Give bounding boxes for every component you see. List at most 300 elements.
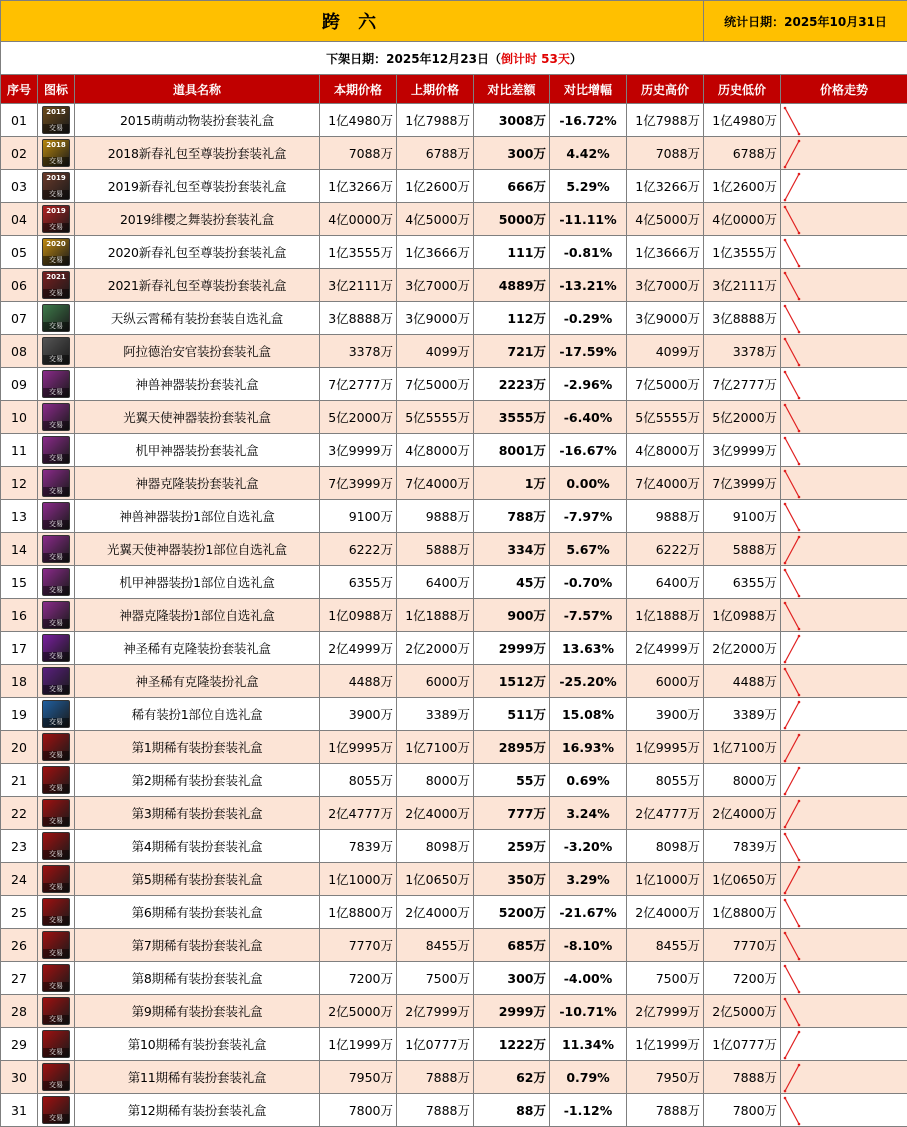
history-low: 7200万: [704, 962, 781, 995]
price-diff: 8001万: [474, 434, 550, 467]
box-rare-1-icon: [42, 733, 70, 761]
box-2019-icon: [42, 172, 70, 200]
history-high: 9888万: [627, 500, 704, 533]
history-low: 2亿5000万: [704, 995, 781, 1028]
row-index: 13: [1, 500, 38, 533]
price-change-pct: -3.20%: [550, 830, 627, 863]
trend-line: [785, 966, 799, 992]
history-low: 3亿9999万: [704, 434, 781, 467]
history-low: 1亿0988万: [704, 599, 781, 632]
current-price: 1亿4980万: [320, 104, 397, 137]
trend-line: [785, 900, 799, 926]
previous-price: 7888万: [397, 1094, 474, 1127]
price-diff: 2999万: [474, 632, 550, 665]
current-price: 7200万: [320, 962, 397, 995]
row-index: 12: [1, 467, 38, 500]
price-change-pct: -16.72%: [550, 104, 627, 137]
trend-line: [785, 1065, 799, 1091]
box-rare-9-icon: [42, 997, 70, 1025]
trend-line: [785, 1032, 799, 1058]
price-change-pct: -0.70%: [550, 566, 627, 599]
table-row: [1, 203, 907, 236]
item-icon-cell: [38, 698, 75, 731]
box-rare-6-icon: [42, 898, 70, 926]
trend-point-previous: [784, 568, 787, 571]
row-index: 08: [1, 335, 38, 368]
item-name: 第3期稀有装扮套装礼盒: [75, 797, 320, 830]
item-icon-cell: [38, 863, 75, 896]
row-index: 14: [1, 533, 38, 566]
history-high: 2亿7999万: [627, 995, 704, 1028]
item-icon-cell: [38, 764, 75, 797]
price-trend-sparkline: [781, 434, 907, 467]
current-price: 7839万: [320, 830, 397, 863]
icon-trade-tag: 交易: [43, 388, 69, 397]
trend-point-previous: [784, 205, 787, 208]
icon-year-label: 2021: [46, 273, 66, 281]
current-price: 1亿3266万: [320, 170, 397, 203]
current-price: 4488万: [320, 665, 397, 698]
current-price: 8055万: [320, 764, 397, 797]
history-low: 1亿7100万: [704, 731, 781, 764]
previous-price: 2亿4000万: [397, 797, 474, 830]
box-guangyi-part-icon: [42, 535, 70, 563]
trend-point-current: [798, 528, 801, 531]
item-icon-cell: [38, 995, 75, 1028]
price-change-pct: 3.24%: [550, 797, 627, 830]
item-name: 2019新春礼包至尊装扮套装礼盒: [75, 170, 320, 203]
price-trend-sparkline: [781, 170, 907, 203]
history-low: 7亿2777万: [704, 368, 781, 401]
price-trend-sparkline: [781, 863, 907, 896]
price-diff: 350万: [474, 863, 550, 896]
history-high: 7500万: [627, 962, 704, 995]
icon-trade-tag: 交易: [43, 256, 69, 265]
current-price: 2亿5000万: [320, 995, 397, 1028]
price-trend-sparkline: [781, 368, 907, 401]
history-high: 3900万: [627, 698, 704, 731]
previous-price: 6400万: [397, 566, 474, 599]
icon-year-label: 2019: [46, 174, 66, 182]
previous-price: 7888万: [397, 1061, 474, 1094]
price-diff: 777万: [474, 797, 550, 830]
price-diff: 2895万: [474, 731, 550, 764]
trend-point-previous: [784, 997, 787, 1000]
row-index: 23: [1, 830, 38, 863]
price-diff: 3555万: [474, 401, 550, 434]
item-icon-cell: [38, 533, 75, 566]
box-rare-12-icon: [42, 1096, 70, 1124]
row-index: 21: [1, 764, 38, 797]
trend-point-current: [798, 799, 801, 802]
trend-line: [785, 438, 799, 464]
price-trend-sparkline: [781, 764, 907, 797]
icon-trade-tag: 交易: [43, 487, 69, 496]
history-low: 5亿2000万: [704, 401, 781, 434]
price-change-pct: -7.57%: [550, 599, 627, 632]
table-row: [1, 401, 907, 434]
price-diff: 3008万: [474, 104, 550, 137]
price-trend-sparkline: [781, 962, 907, 995]
row-index: 31: [1, 1094, 38, 1127]
history-low: 1亿0650万: [704, 863, 781, 896]
history-low: 7亿3999万: [704, 467, 781, 500]
trend-point-current: [798, 766, 801, 769]
box-2021-icon: [42, 271, 70, 299]
table-row: [1, 797, 907, 830]
icon-trade-tag: 交易: [43, 223, 69, 232]
table-row: [1, 764, 907, 797]
box-2018-icon: [42, 139, 70, 167]
item-name: 机甲神器装扮套装礼盒: [75, 434, 320, 467]
table-row: [1, 962, 907, 995]
item-icon-cell: [38, 401, 75, 434]
item-icon-cell: [38, 203, 75, 236]
current-price: 1亿0988万: [320, 599, 397, 632]
trend-point-previous: [784, 370, 787, 373]
col-header-diff: 对比差额: [474, 75, 550, 104]
icon-trade-tag: 交易: [43, 1015, 69, 1024]
current-price: 2亿4777万: [320, 797, 397, 830]
price-trend-sparkline: [781, 401, 907, 434]
trend-point-current: [798, 924, 801, 927]
trend-line: [785, 141, 799, 167]
box-shensheng-kelong-icon: [42, 667, 70, 695]
price-trend-sparkline: [781, 929, 907, 962]
current-price: 4亿0000万: [320, 203, 397, 236]
item-name: 光翼天使神器装扮1部位自选礼盒: [75, 533, 320, 566]
col-header-pct: 对比增幅: [550, 75, 627, 104]
trend-line: [785, 735, 799, 761]
previous-price: 3亿7000万: [397, 269, 474, 302]
price-trend-sparkline: [781, 500, 907, 533]
price-change-pct: -25.20%: [550, 665, 627, 698]
item-name: 2020新春礼包至尊装扮套装礼盒: [75, 236, 320, 269]
previous-price: 1亿1888万: [397, 599, 474, 632]
trend-point-current: [798, 231, 801, 234]
price-change-pct: -4.00%: [550, 962, 627, 995]
icon-year-label: 2018: [46, 141, 66, 149]
table-row: [1, 104, 907, 137]
price-trend-sparkline: [781, 1094, 907, 1127]
box-aladdin-icon: [42, 337, 70, 365]
icon-trade-tag: 交易: [43, 619, 69, 628]
icon-trade-tag: 交易: [43, 949, 69, 958]
box-rare-2-icon: [42, 766, 70, 794]
trend-line: [785, 1098, 799, 1124]
history-high: 1亿9995万: [627, 731, 704, 764]
price-change-pct: -0.81%: [550, 236, 627, 269]
history-low: 6355万: [704, 566, 781, 599]
price-trend-sparkline: [781, 995, 907, 1028]
icon-trade-tag: 交易: [43, 355, 69, 364]
table-row: [1, 467, 907, 500]
item-name: 神圣稀有克隆装扮礼盒: [75, 665, 320, 698]
box-kelong-part-icon: [42, 601, 70, 629]
trend-point-current: [798, 700, 801, 703]
table-row: [1, 896, 907, 929]
history-low: 2亿4000万: [704, 797, 781, 830]
icon-trade-tag: 交易: [43, 1114, 69, 1123]
table-row: [1, 368, 907, 401]
box-rare-7-icon: [42, 931, 70, 959]
row-index: 25: [1, 896, 38, 929]
history-high: 1亿1000万: [627, 863, 704, 896]
trend-point-previous: [784, 832, 787, 835]
previous-price: 7亿5000万: [397, 368, 474, 401]
price-diff: 1512万: [474, 665, 550, 698]
trend-point-current: [798, 733, 801, 736]
price-trend-sparkline: [781, 1028, 907, 1061]
trend-line: [785, 933, 799, 959]
price-trend-sparkline: [781, 203, 907, 236]
trend-point-current: [798, 865, 801, 868]
price-change-pct: -6.40%: [550, 401, 627, 434]
table-row: [1, 170, 907, 203]
trend-point-current: [798, 132, 801, 135]
price-diff: 5200万: [474, 896, 550, 929]
item-name: 第1期稀有装扮套装礼盒: [75, 731, 320, 764]
current-price: 1亿8800万: [320, 896, 397, 929]
item-name: 第5期稀有装扮套装礼盒: [75, 863, 320, 896]
item-icon-cell: [38, 1028, 75, 1061]
history-high: 2亿4777万: [627, 797, 704, 830]
previous-price: 3389万: [397, 698, 474, 731]
trend-point-previous: [784, 667, 787, 670]
trend-line: [785, 801, 799, 827]
trend-point-previous: [784, 825, 787, 828]
price-change-pct: 15.08%: [550, 698, 627, 731]
previous-price: 1亿3666万: [397, 236, 474, 269]
price-change-pct: -21.67%: [550, 896, 627, 929]
price-trend-sparkline: [781, 665, 907, 698]
current-price: 1亿1999万: [320, 1028, 397, 1061]
row-index: 29: [1, 1028, 38, 1061]
current-price: 7800万: [320, 1094, 397, 1127]
item-name: 2021新春礼包至尊装扮套装礼盒: [75, 269, 320, 302]
price-diff: 1万: [474, 467, 550, 500]
trend-line: [785, 537, 799, 563]
icon-trade-tag: 交易: [43, 817, 69, 826]
table-row: [1, 500, 907, 533]
col-header-icon: 图标: [38, 75, 75, 104]
price-diff: 1222万: [474, 1028, 550, 1061]
price-trend-sparkline: [781, 104, 907, 137]
trend-point-current: [798, 172, 801, 175]
trend-point-previous: [784, 198, 787, 201]
item-name: 第10期稀有装扮套装礼盒: [75, 1028, 320, 1061]
current-price: 6222万: [320, 533, 397, 566]
box-shenshou-icon: [42, 370, 70, 398]
current-price: 3亿9999万: [320, 434, 397, 467]
item-name: 第4期稀有装扮套装礼盒: [75, 830, 320, 863]
icon-trade-tag: 交易: [43, 1048, 69, 1057]
item-name: 神圣稀有克隆装扮套装礼盒: [75, 632, 320, 665]
trend-line: [785, 471, 799, 497]
price-change-pct: 4.42%: [550, 137, 627, 170]
row-index: 01: [1, 104, 38, 137]
item-icon-cell: [38, 599, 75, 632]
price-trend-sparkline: [781, 698, 907, 731]
table-row: [1, 566, 907, 599]
price-change-pct: -13.21%: [550, 269, 627, 302]
trend-point-previous: [784, 436, 787, 439]
price-diff: 111万: [474, 236, 550, 269]
item-icon-cell: [38, 500, 75, 533]
icon-trade-tag: 交易: [43, 454, 69, 463]
box-kelong-icon: [42, 469, 70, 497]
price-change-pct: 0.79%: [550, 1061, 627, 1094]
history-low: 4488万: [704, 665, 781, 698]
row-index: 17: [1, 632, 38, 665]
row-index: 10: [1, 401, 38, 434]
trend-point-previous: [784, 1056, 787, 1059]
price-diff: 2223万: [474, 368, 550, 401]
price-diff: 721万: [474, 335, 550, 368]
trend-line: [785, 768, 799, 794]
item-icon-cell: [38, 962, 75, 995]
history-high: 6000万: [627, 665, 704, 698]
row-index: 27: [1, 962, 38, 995]
icon-trade-tag: 交易: [43, 586, 69, 595]
history-high: 2亿4999万: [627, 632, 704, 665]
delist-prefix: 下架日期：2025年12月23日（: [326, 51, 501, 66]
price-change-pct: 13.63%: [550, 632, 627, 665]
icon-trade-tag: 交易: [43, 850, 69, 859]
history-high: 7亿5000万: [627, 368, 704, 401]
trend-point-previous: [784, 891, 787, 894]
history-low: 7800万: [704, 1094, 781, 1127]
item-icon-cell: [38, 236, 75, 269]
trend-point-current: [798, 264, 801, 267]
item-icon-cell: [38, 368, 75, 401]
item-icon-cell: [38, 302, 75, 335]
icon-trade-tag: 交易: [43, 190, 69, 199]
table-row: [1, 599, 907, 632]
trend-point-current: [798, 297, 801, 300]
item-icon-cell: [38, 434, 75, 467]
trend-point-current: [798, 535, 801, 538]
current-price: 7亿3999万: [320, 467, 397, 500]
current-price: 3378万: [320, 335, 397, 368]
item-name: 第8期稀有装扮套装礼盒: [75, 962, 320, 995]
history-low: 3378万: [704, 335, 781, 368]
trend-line: [785, 273, 799, 299]
row-index: 15: [1, 566, 38, 599]
trend-line: [785, 867, 799, 893]
previous-price: 8098万: [397, 830, 474, 863]
previous-price: 8455万: [397, 929, 474, 962]
row-index: 07: [1, 302, 38, 335]
price-change-pct: -16.67%: [550, 434, 627, 467]
price-diff: 5000万: [474, 203, 550, 236]
trend-point-previous: [784, 469, 787, 472]
previous-price: 9888万: [397, 500, 474, 533]
trend-line: [785, 834, 799, 860]
box-tianzong-icon: [42, 304, 70, 332]
trend-point-previous: [784, 726, 787, 729]
previous-price: 5亿5555万: [397, 401, 474, 434]
price-trend-sparkline: [781, 1061, 907, 1094]
col-header-trend: 价格走势: [781, 75, 907, 104]
box-rare-3-icon: [42, 799, 70, 827]
price-trend-sparkline: [781, 236, 907, 269]
trend-line: [785, 999, 799, 1025]
history-low: 1亿0777万: [704, 1028, 781, 1061]
item-name: 2018新春礼包至尊装扮套装礼盒: [75, 137, 320, 170]
history-low: 4亿0000万: [704, 203, 781, 236]
item-icon-cell: [38, 929, 75, 962]
history-high: 8055万: [627, 764, 704, 797]
current-price: 3900万: [320, 698, 397, 731]
previous-price: 5888万: [397, 533, 474, 566]
col-header-name: 道具名称: [75, 75, 320, 104]
history-low: 1亿4980万: [704, 104, 781, 137]
history-high: 1亿3666万: [627, 236, 704, 269]
trend-point-previous: [784, 238, 787, 241]
trend-point-current: [798, 429, 801, 432]
history-low: 7770万: [704, 929, 781, 962]
price-change-pct: -10.71%: [550, 995, 627, 1028]
row-index: 18: [1, 665, 38, 698]
trend-point-current: [798, 363, 801, 366]
item-name: 神兽神器装扮套装礼盒: [75, 368, 320, 401]
box-jijia-part-icon: [42, 568, 70, 596]
item-name: 天纵云霄稀有装扮套装自选礼盒: [75, 302, 320, 335]
item-name: 神器克隆装扮套装礼盒: [75, 467, 320, 500]
icon-trade-tag: 交易: [43, 553, 69, 562]
row-index: 20: [1, 731, 38, 764]
box-shensheng-icon: [42, 634, 70, 662]
history-high: 7950万: [627, 1061, 704, 1094]
price-diff: 55万: [474, 764, 550, 797]
price-trend-sparkline: [781, 335, 907, 368]
price-change-pct: 0.69%: [550, 764, 627, 797]
current-price: 7亿2777万: [320, 368, 397, 401]
icon-trade-tag: 交易: [43, 883, 69, 892]
box-shenshou-part-icon: [42, 502, 70, 530]
item-icon-cell: [38, 1061, 75, 1094]
current-price: 9100万: [320, 500, 397, 533]
table-row: [1, 137, 907, 170]
box-guangyi-icon: [42, 403, 70, 431]
price-diff: 300万: [474, 962, 550, 995]
history-high: 4亿5000万: [627, 203, 704, 236]
current-price: 1亿1000万: [320, 863, 397, 896]
col-header-idx: 序号: [1, 75, 38, 104]
trend-point-current: [798, 462, 801, 465]
box-rare-10-icon: [42, 1030, 70, 1058]
trend-point-previous: [784, 792, 787, 795]
trend-point-current: [798, 1023, 801, 1026]
price-change-pct: 5.29%: [550, 170, 627, 203]
history-low: 1亿8800万: [704, 896, 781, 929]
item-icon-cell: [38, 335, 75, 368]
trend-point-current: [798, 1063, 801, 1066]
trend-point-current: [798, 1030, 801, 1033]
item-name: 第2期稀有装扮套装礼盒: [75, 764, 320, 797]
trend-point-previous: [784, 759, 787, 762]
trend-point-current: [798, 627, 801, 630]
trend-point-previous: [784, 931, 787, 934]
history-low: 1亿3555万: [704, 236, 781, 269]
box-rare-8-icon: [42, 964, 70, 992]
item-icon-cell: [38, 896, 75, 929]
previous-price: 1亿7988万: [397, 104, 474, 137]
item-icon-cell: [38, 797, 75, 830]
item-icon-cell: [38, 104, 75, 137]
price-trend-sparkline: [781, 269, 907, 302]
